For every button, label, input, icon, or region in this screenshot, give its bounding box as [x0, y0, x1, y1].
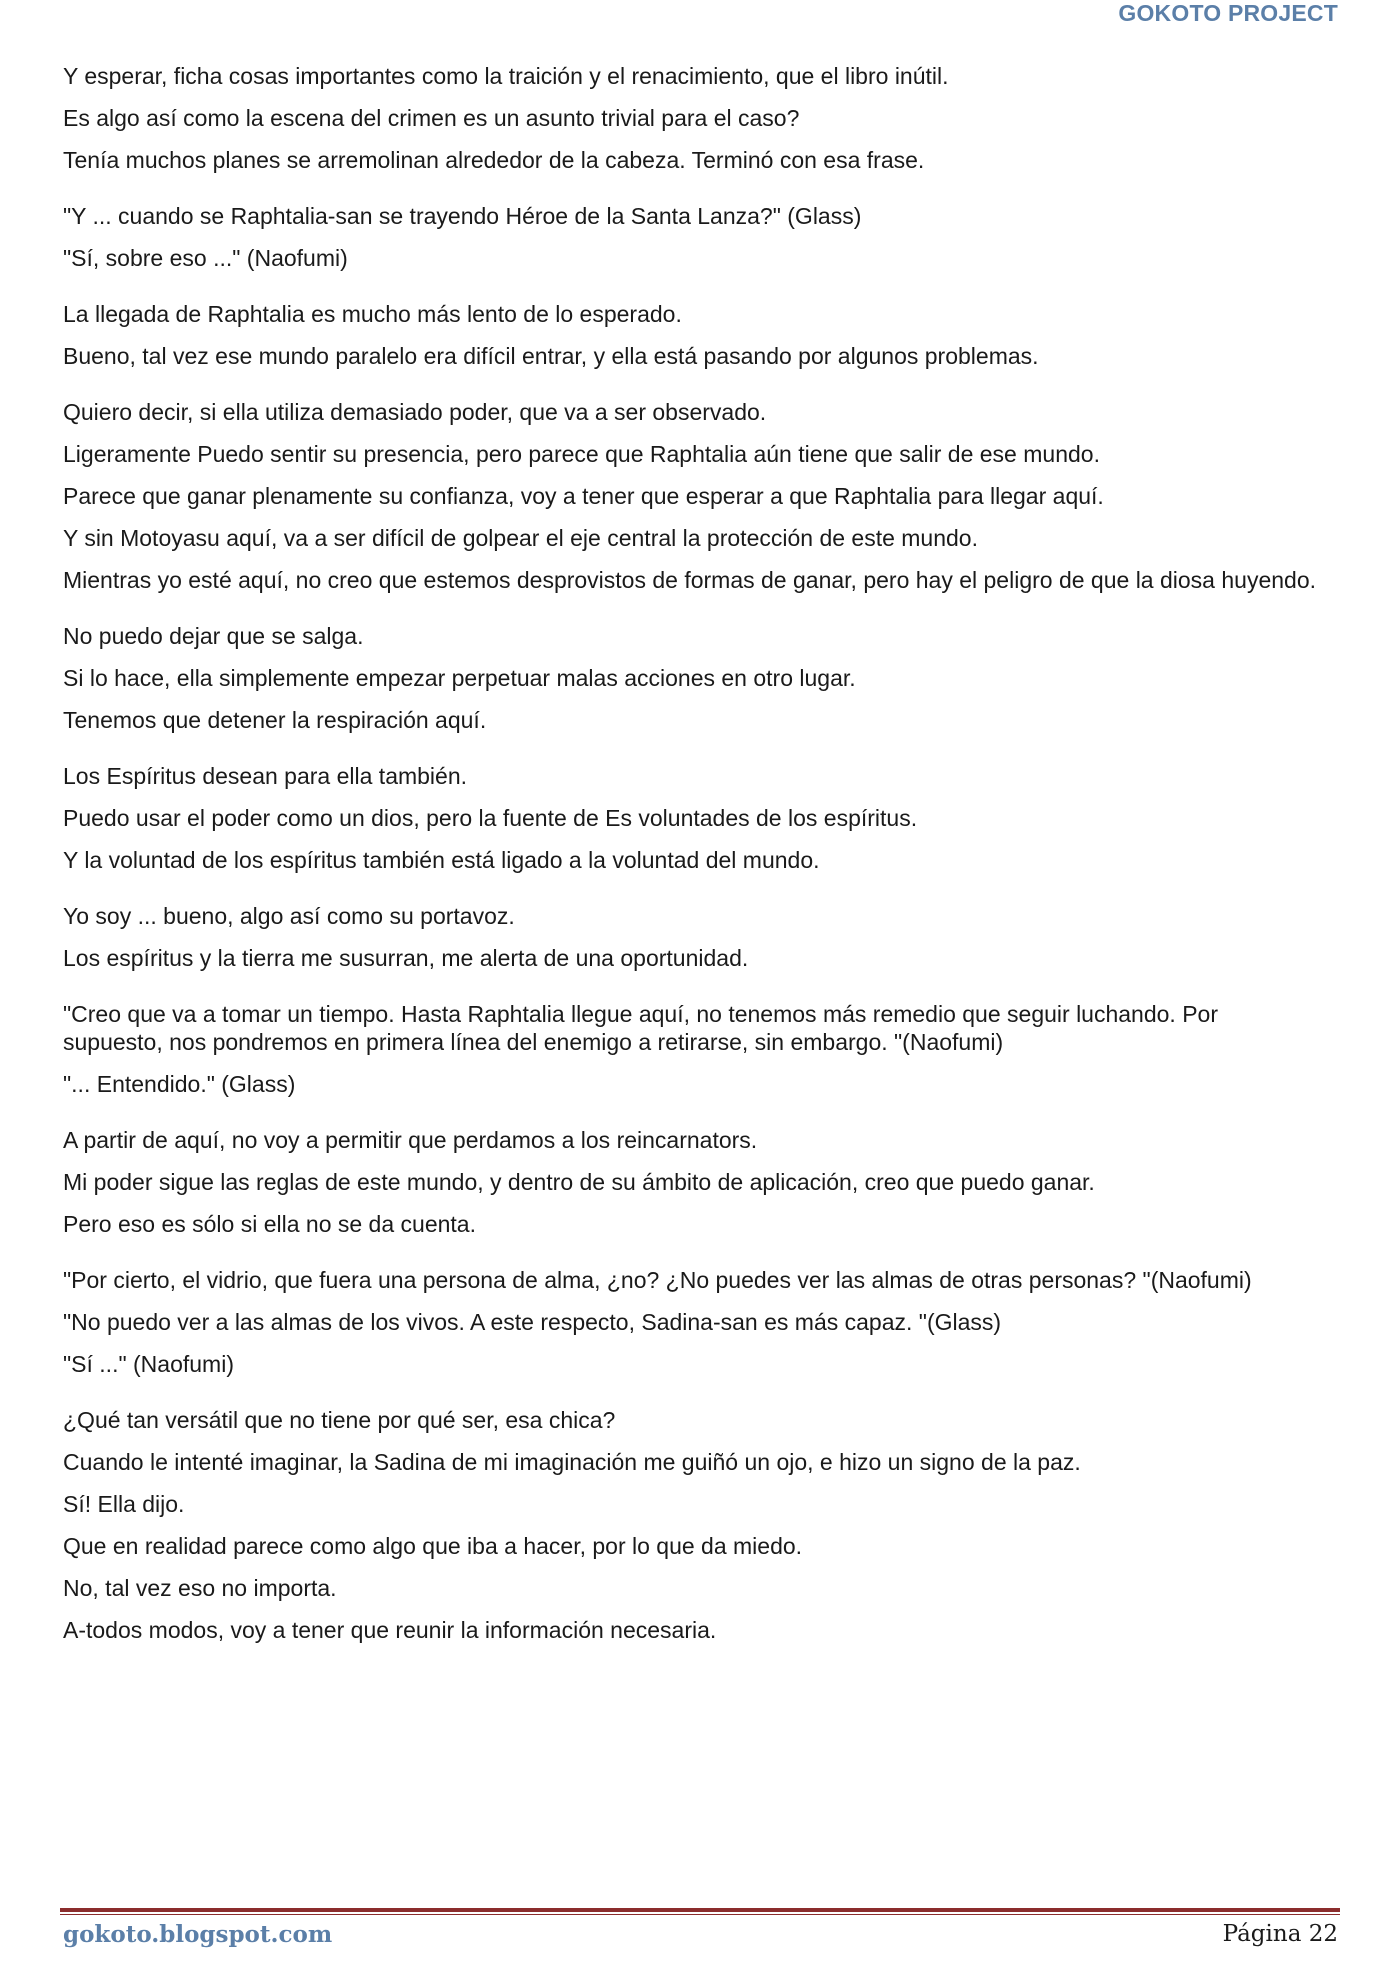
paragraph	[63, 202, 1318, 272]
text-line: Parece que ganar plenamente su confianza, voy a tener que esperar a que Raphtalia para llegar aquí.	[63, 483, 1104, 509]
paragraph	[63, 622, 1318, 734]
text-line: Yo soy ... bueno, algo así como su portavoz.	[63, 903, 515, 929]
text-line: Es algo así como la escena del crimen es un asunto trivial para el caso?	[63, 105, 800, 131]
text-line: "Por cierto, el vidrio, que fuera una persona de alma, ¿no? ¿No puedes ver las almas de otras personas? "(Naofumi)	[63, 1267, 1252, 1293]
footer-divider	[60, 1908, 1340, 1912]
paragraph	[63, 762, 1318, 874]
footer-divider-thin	[60, 1914, 1340, 1915]
text-line: Mientras yo esté aquí, no creo que estemos desprovistos de formas de ganar, pero hay el peligro de que la diosa huyendo.	[63, 567, 1316, 593]
paragraph	[63, 1266, 1318, 1378]
text-line: Los espíritus y la tierra me susurran, me alerta de una oportunidad.	[63, 945, 749, 971]
text-line: "Y ... cuando se Raphtalia-san se trayendo Héroe de la Santa Lanza?" (Glass)	[63, 203, 862, 229]
text-line: Y sin Motoyasu aquí, va a ser difícil de golpear el eje central la protección de este mundo.	[63, 525, 978, 551]
paragraph	[63, 62, 1318, 174]
footer-site-link[interactable]: gokoto.blogspot.com	[63, 1921, 333, 1948]
text-line: ¿Qué tan versátil que no tiene por qué ser, esa chica?	[63, 1407, 616, 1433]
text-line: Ligeramente Puedo sentir su presencia, pero parece que Raphtalia aún tiene que salir de ese mundo.	[63, 441, 1100, 467]
document-body	[63, 62, 1318, 1658]
paragraph	[63, 1406, 1318, 1644]
text-line: "No puedo ver a las almas de los vivos. A este respecto, Sadina-san es más capaz. "(Glass)	[63, 1309, 1002, 1335]
text-line: "Creo que va a tomar un tiempo. Hasta Raphtalia llegue aquí, no tenemos más remedio que seguir luchando. Por supuesto, nos pondremos en primera línea del enemigo a retirarse, sin embargo. "(Naofumi)	[63, 1001, 1218, 1055]
text-line: Si lo hace, ella simplemente empezar perpetuar malas acciones en otro lugar.	[63, 665, 856, 691]
header-brand: GOKOTO PROJECT	[1118, 0, 1338, 26]
paragraph	[63, 398, 1318, 594]
paragraph	[63, 300, 1318, 370]
text-line: Los Espíritus desean para ella también.	[63, 763, 468, 789]
text-line: Tenemos que detener la respiración aquí.	[63, 707, 487, 733]
text-line: La llegada de Raphtalia es mucho más lento de lo esperado.	[63, 301, 682, 327]
paragraph	[63, 1126, 1318, 1238]
text-line: "... Entendido." (Glass)	[63, 1071, 296, 1097]
text-line: Sí! Ella dijo.	[63, 1491, 185, 1517]
text-line: Pero eso es sólo si ella no se da cuenta.	[63, 1211, 476, 1237]
paragraph	[63, 902, 1318, 972]
text-line: Y la voluntad de los espíritus también está ligado a la voluntad del mundo.	[63, 847, 820, 873]
text-line: A partir de aquí, no voy a permitir que perdamos a los reincarnators.	[63, 1127, 758, 1153]
text-line: No, tal vez eso no importa.	[63, 1575, 337, 1601]
paragraph	[63, 1000, 1318, 1098]
page-number: Página 22	[1222, 1921, 1338, 1947]
text-line: Mi poder sigue las reglas de este mundo, y dentro de su ámbito de aplicación, creo que puedo ganar.	[63, 1169, 1095, 1195]
text-line: Cuando le intenté imaginar, la Sadina de mi imaginación me guiñó un ojo, e hizo un signo de la paz.	[63, 1449, 1081, 1475]
text-line: Puedo usar el poder como un dios, pero la fuente de Es voluntades de los espíritus.	[63, 805, 918, 831]
text-line: Bueno, tal vez ese mundo paralelo era difícil entrar, y ella está pasando por algunos problemas.	[63, 343, 1039, 369]
text-line: "Sí, sobre eso ..." (Naofumi)	[63, 245, 348, 271]
text-line: Que en realidad parece como algo que iba a hacer, por lo que da miedo.	[63, 1533, 803, 1559]
text-line: Y esperar, ficha cosas importantes como la traición y el renacimiento, que el libro inútil.	[63, 63, 949, 89]
text-line: "Sí ..." (Naofumi)	[63, 1351, 234, 1377]
text-line: Quiero decir, si ella utiliza demasiado poder, que va a ser observado.	[63, 399, 767, 425]
text-line: Tenía muchos planes se arremolinan alrededor de la cabeza. Terminó con esa frase.	[63, 147, 925, 173]
text-line: No puedo dejar que se salga.	[63, 623, 364, 649]
text-line: A-todos modos, voy a tener que reunir la información necesaria.	[63, 1617, 717, 1643]
